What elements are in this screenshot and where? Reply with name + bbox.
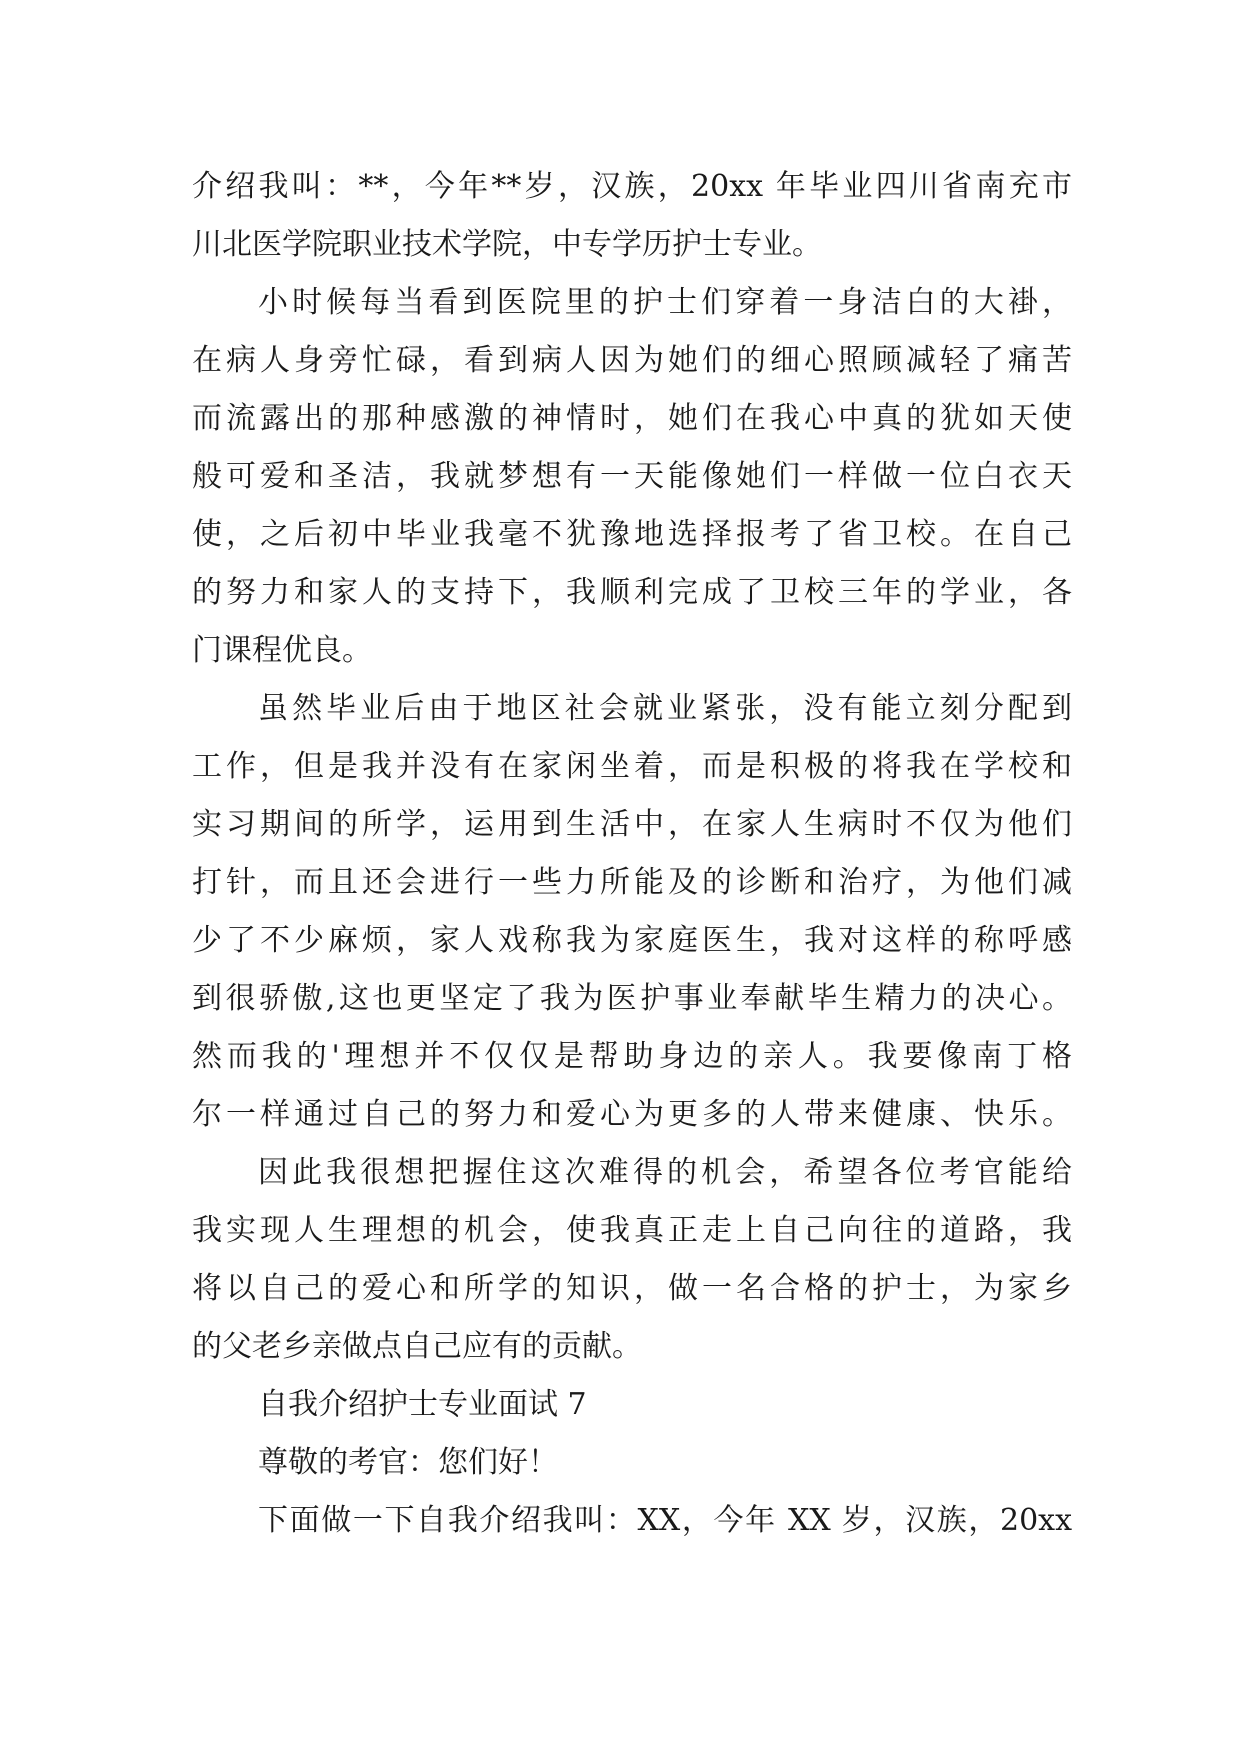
- text-line: 介绍我叫：**，今年**岁，汉族，20xx 年毕业四川省南充市: [192, 169, 1072, 204]
- text-line: 虽然毕业后由于地区社会就业紧张，没有能立刻分配到: [258, 691, 1072, 726]
- text-line: 实习期间的所学，运用到生活中，在家人生病时不仅为他们: [192, 807, 1072, 842]
- text-line: 般可爱和圣洁，我就梦想有一天能像她们一样做一位白衣天: [192, 459, 1072, 494]
- text-line: 川北医学院职业技术学院，中专学历护士专业。: [192, 227, 822, 262]
- text-line: 然而我的'理想并不仅仅是帮助身边的亲人。我要像南丁格: [192, 1039, 1072, 1074]
- text-line: 小时候每当看到医院里的护士们穿着一身洁白的大褂，: [258, 285, 1072, 320]
- text-line: 门课程优良。: [192, 633, 372, 668]
- text-line: 打针，而且还会进行一些力所能及的诊断和治疗，为他们减: [192, 865, 1072, 900]
- text-line: 使，之后初中毕业我毫不犹豫地选择报考了省卫校。在自己: [192, 517, 1072, 552]
- text-line: 到很骄傲,这也更坚定了我为医护事业奉献毕生精力的决心。: [192, 981, 1072, 1016]
- text-line: 的父老乡亲做点自己应有的贡献。: [192, 1329, 642, 1364]
- text-line: 我实现人生理想的机会，使我真正走上自己向往的道路，我: [192, 1213, 1072, 1248]
- text-line: 因此我很想把握住这次难得的机会，希望各位考官能给: [258, 1155, 1072, 1190]
- text-line: 将以自己的爱心和所学的知识，做一名合格的护士，为家乡: [192, 1271, 1072, 1306]
- text-line: 少了不少麻烦，家人戏称我为家庭医生，我对这样的称呼感: [192, 923, 1072, 958]
- text-line: 的努力和家人的支持下，我顺利完成了卫校三年的学业，各: [192, 575, 1072, 610]
- text-line: 工作，但是我并没有在家闲坐着，而是积极的将我在学校和: [192, 749, 1072, 784]
- text-line: 在病人身旁忙碌，看到病人因为她们的细心照顾减轻了痛苦: [192, 343, 1072, 378]
- document-body: [192, 158, 1072, 1550]
- text-line: 尔一样通过自己的努力和爱心为更多的人带来健康、快乐。: [192, 1097, 1072, 1132]
- text-line: 下面做一下自我介绍我叫：XX，今年 XX 岁，汉族，20xx: [258, 1503, 1072, 1538]
- salutation: 尊敬的考官：您们好！: [258, 1445, 558, 1480]
- text-line: 而流露出的那种感激的神情时，她们在我心中真的犹如天使: [192, 401, 1072, 436]
- section-heading: 自我介绍护士专业面试 7: [258, 1387, 587, 1422]
